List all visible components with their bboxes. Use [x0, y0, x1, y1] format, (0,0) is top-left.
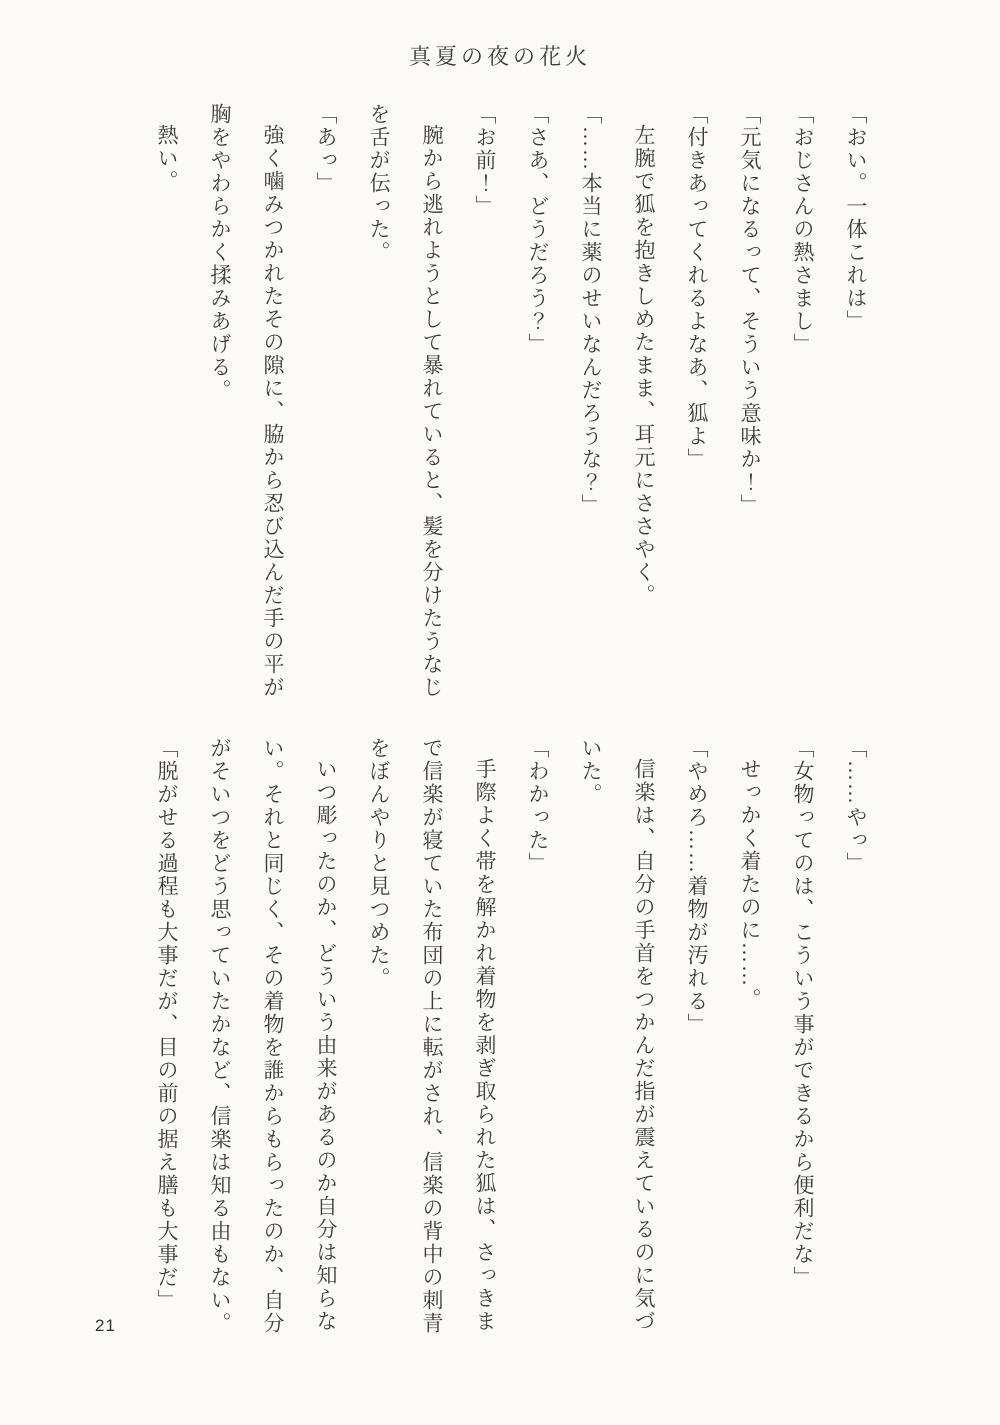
dialogue-line: 「元気になるって、そういう意味か！」 [738, 103, 762, 517]
dialogue-line: 「……本当に薬のせいなんだろうな？」 [579, 103, 603, 517]
page-title: 真夏の夜の花火 [408, 44, 591, 69]
narration-line: 強く噛みつかれたその隙に、脇から忍び込んだ手の平が胸をやわらかく揉みあげる。 [208, 103, 285, 699]
dialogue-line: 「女物ってのは、こういう事ができるから便利だな」 [791, 737, 815, 1289]
lower-text-block [122, 737, 882, 1342]
dialogue-line: 「おい。一体これは」 [844, 103, 868, 333]
dialogue-line: 「脱がせる過程も大事だが、目の前の据え膳も大事だ」 [155, 737, 179, 1312]
dialogue-line: 「付きあってくれるよなあ、狐よ」 [685, 103, 709, 471]
narration-line: 信楽は、自分の手首をつかんだ指が震えているのに気づいた。 [579, 737, 656, 1333]
narration-line: いつ彫ったのか、どういう由来があるのか自分は知らない。それと同じく、その着物を誰からもらったのか、自分がそいつをどう思っていたかなど、信楽は知る由もない。 [208, 737, 338, 1335]
dialogue-line: 「お前！」 [473, 103, 497, 218]
narration-line: 手際よく帯を解かれ着物を剥ぎ取られた狐は、さっきまで信楽が寝ていた布団の上に転がされ、信楽の背中の刺青をぼんやりと見つめた。 [367, 737, 497, 1335]
dialogue-line: 「さあ、どうだろう？」 [526, 103, 550, 356]
narration-line: 腕から逃れようとして暴れていると、髪を分けたうなじを舌が伝った。 [367, 103, 444, 699]
narration-line: せっかく着たのに……。 [738, 758, 762, 1011]
dialogue-line: 「おじさんの熱さまし」 [791, 103, 815, 356]
upper-text-block [122, 103, 882, 708]
narration-line: 左腕で狐を抱きしめたまま、耳元にささやく。 [632, 124, 656, 607]
dialogue-line: 「やめろ……着物が汚れる」 [685, 737, 709, 1036]
narration-line: 熱い。 [155, 124, 179, 193]
page-number: 21 [95, 1316, 116, 1335]
dialogue-line: 「わかった」 [526, 737, 550, 875]
dialogue-line: 「あっ」 [314, 103, 338, 195]
dialogue-line: 「……やっ」 [844, 737, 868, 875]
